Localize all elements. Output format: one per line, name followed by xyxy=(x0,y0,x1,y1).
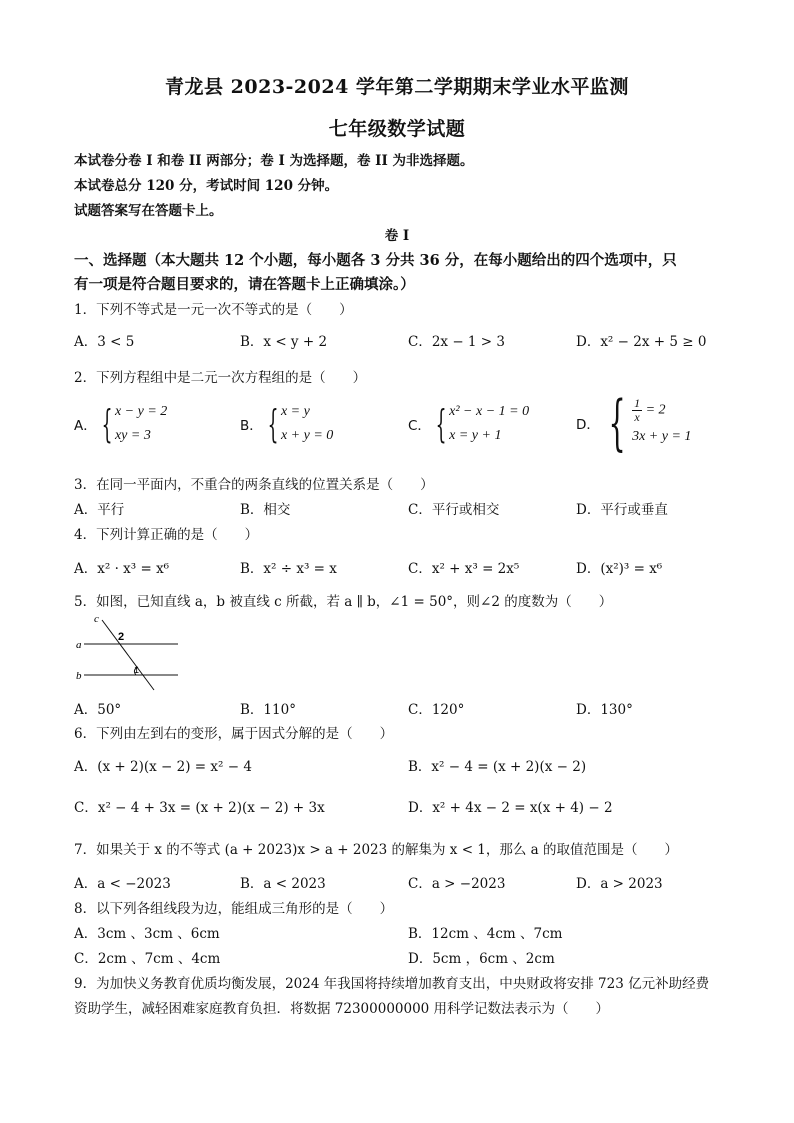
brace-symbol: { xyxy=(101,402,113,446)
instruction-1: 本试卷分卷 I 和卷 II 两部分；卷 I 为选择题，卷 II 为非选择题。 xyxy=(74,153,474,169)
q4-option-d: D．(x²)³ = x⁶ xyxy=(576,561,663,577)
parallel-lines-figure xyxy=(74,612,184,692)
q3-option-b: B．相交 xyxy=(240,502,291,518)
question-1-stem: 1．下列不等式是一元一次不等式的是（ ） xyxy=(74,302,353,318)
label-c: c xyxy=(94,613,99,625)
q3-option-d: D．平行或垂直 xyxy=(576,502,668,518)
question-9-stem-line2: 资助学生，减轻困难家庭教育负担．将数据 72300000000 用科学记数法表示为（ ） xyxy=(74,1001,610,1017)
q2-option-c-label: C． xyxy=(408,418,431,434)
q2-option-a xyxy=(74,400,167,448)
q7-option-c: C．a > −2023 xyxy=(408,876,506,892)
q7-option-d: D．a > 2023 xyxy=(576,876,663,892)
q7-option-b: B．a < 2023 xyxy=(240,876,326,892)
q2-option-b xyxy=(240,400,333,448)
q2-d-eq1 xyxy=(632,397,691,424)
q2-option-c xyxy=(408,400,529,448)
q5-option-b: B．110° xyxy=(240,702,296,718)
question-2-stem: 2．下列方程组中是二元一次方程组的是（ ） xyxy=(74,370,367,386)
q2-a-eq2: xy = 3 xyxy=(114,428,151,443)
q6-option-d: D．x² + 4x − 2 = x(x + 4) − 2 xyxy=(408,800,613,816)
q1-option-d: D．x² − 2x + 5 ≥ 0 xyxy=(576,334,707,350)
question-3-stem: 3．在同一平面内，不重合的两条直线的位置关系是（ ） xyxy=(74,477,434,493)
exam-title: 青龙县 2023-2024 学年第二学期期末学业水平监测 xyxy=(165,76,629,98)
q2-c-eq1: x² − x − 1 = 0 xyxy=(449,404,530,419)
fraction-denominator: x xyxy=(634,409,640,424)
brace-symbol: { xyxy=(608,388,626,458)
q6-option-b: B．x² − 4 = (x + 2)(x − 2) xyxy=(408,759,587,775)
question-5-stem: 5．如图，已知直线 a，b 被直线 c 所截，若 a ∥ b，∠1 = 50°，则∠2 的度数为（ ） xyxy=(74,594,613,610)
q2-b-eq1: x = y xyxy=(280,404,310,419)
q1-option-c: C．2x − 1 > 3 xyxy=(408,334,505,350)
q4-option-a: A．x² · x³ = x⁶ xyxy=(74,561,170,577)
q5-option-d: D．130° xyxy=(576,702,633,718)
q2-c-eq2: x = y + 1 xyxy=(449,428,502,443)
q1-option-b: B．x < y + 2 xyxy=(240,334,328,350)
question-4-stem: 4．下列计算正确的是（ ） xyxy=(74,527,259,543)
q2-d-eq2: 3x + y = 1 xyxy=(632,428,692,444)
brace-symbol: { xyxy=(267,402,279,446)
q3-option-a: A．平行 xyxy=(74,502,125,518)
section-name: 卷 I xyxy=(384,228,410,244)
q5-option-c: C．120° xyxy=(408,702,465,718)
question-9-stem-line1: 9．为加快义务教育优质均衡发展，2024 年我国将持续增加教育支出，中央财政将安排 723 亿元补助经费 xyxy=(74,976,710,992)
q6-option-a: A．(x + 2)(x − 2) = x² − 4 xyxy=(74,759,252,775)
line-c xyxy=(102,620,154,690)
q8-option-d: D．5cm ，6cm 、2cm xyxy=(408,951,555,967)
q8-option-b: B．12cm 、4cm 、7cm xyxy=(408,926,563,942)
q4-option-b: B．x² ÷ x³ = x xyxy=(240,561,337,577)
q5-option-a: A．50° xyxy=(74,702,122,718)
q2-option-d-label: D． xyxy=(576,417,600,433)
section-heading-line2: 有一项是符合题目要求的，请在答题卡上正确填涂。） xyxy=(74,276,415,293)
q8-option-c: C．2cm 、7cm 、4cm xyxy=(74,951,221,967)
q2-option-a-label: A． xyxy=(74,418,97,434)
q2-a-eq1: x − y = 2 xyxy=(114,404,168,419)
question-6-stem: 6．下列由左到右的变形，属于因式分解的是（ ） xyxy=(74,726,394,742)
q4-option-c: C．x² + x³ = 2x⁵ xyxy=(408,561,520,577)
exam-subtitle: 七年级数学试题 xyxy=(328,118,466,140)
q7-option-a: A．a < −2023 xyxy=(74,876,171,892)
q3-option-c: C．平行或相交 xyxy=(408,502,500,518)
question-7-stem: 7．如果关于 x 的不等式 (a + 2023)x > a + 2023 的解集为 x < 1，那么 a 的取值范围是（ ） xyxy=(74,842,679,858)
q8-option-a: A．3cm 、3cm 、6cm xyxy=(74,926,220,942)
fraction-numerator: 1 xyxy=(634,395,641,410)
q1-option-a: A．3 < 5 xyxy=(74,334,135,350)
instruction-3: 试题答案写在答题卡上。 xyxy=(74,203,223,219)
label-angle1: 1 xyxy=(134,665,140,675)
label-b: b xyxy=(76,670,82,682)
question-8-stem: 8．以下列各组线段为边，能组成三角形的是（ ） xyxy=(74,901,394,917)
q6-option-c: C．x² − 4 + 3x = (x + 2)(x − 2) + 3x xyxy=(74,800,325,816)
q2-b-eq2: x + y = 0 xyxy=(280,428,334,443)
label-a: a xyxy=(76,639,82,651)
section-heading-line1: 一、选择题（本大题共 12 个小题，每小题各 3 分共 36 分，在每小题给出的四个选项中，只 xyxy=(74,252,677,269)
label-angle2: 2 xyxy=(118,631,125,643)
q2-d-eq1-rhs: = 2 xyxy=(645,402,666,418)
fraction xyxy=(632,397,642,424)
q2-option-b-label: B． xyxy=(240,418,263,434)
instruction-2: 本试卷总分 120 分，考试时间 120 分钟。 xyxy=(74,178,339,194)
q2-option-d xyxy=(576,388,692,458)
brace-symbol: { xyxy=(435,402,447,446)
